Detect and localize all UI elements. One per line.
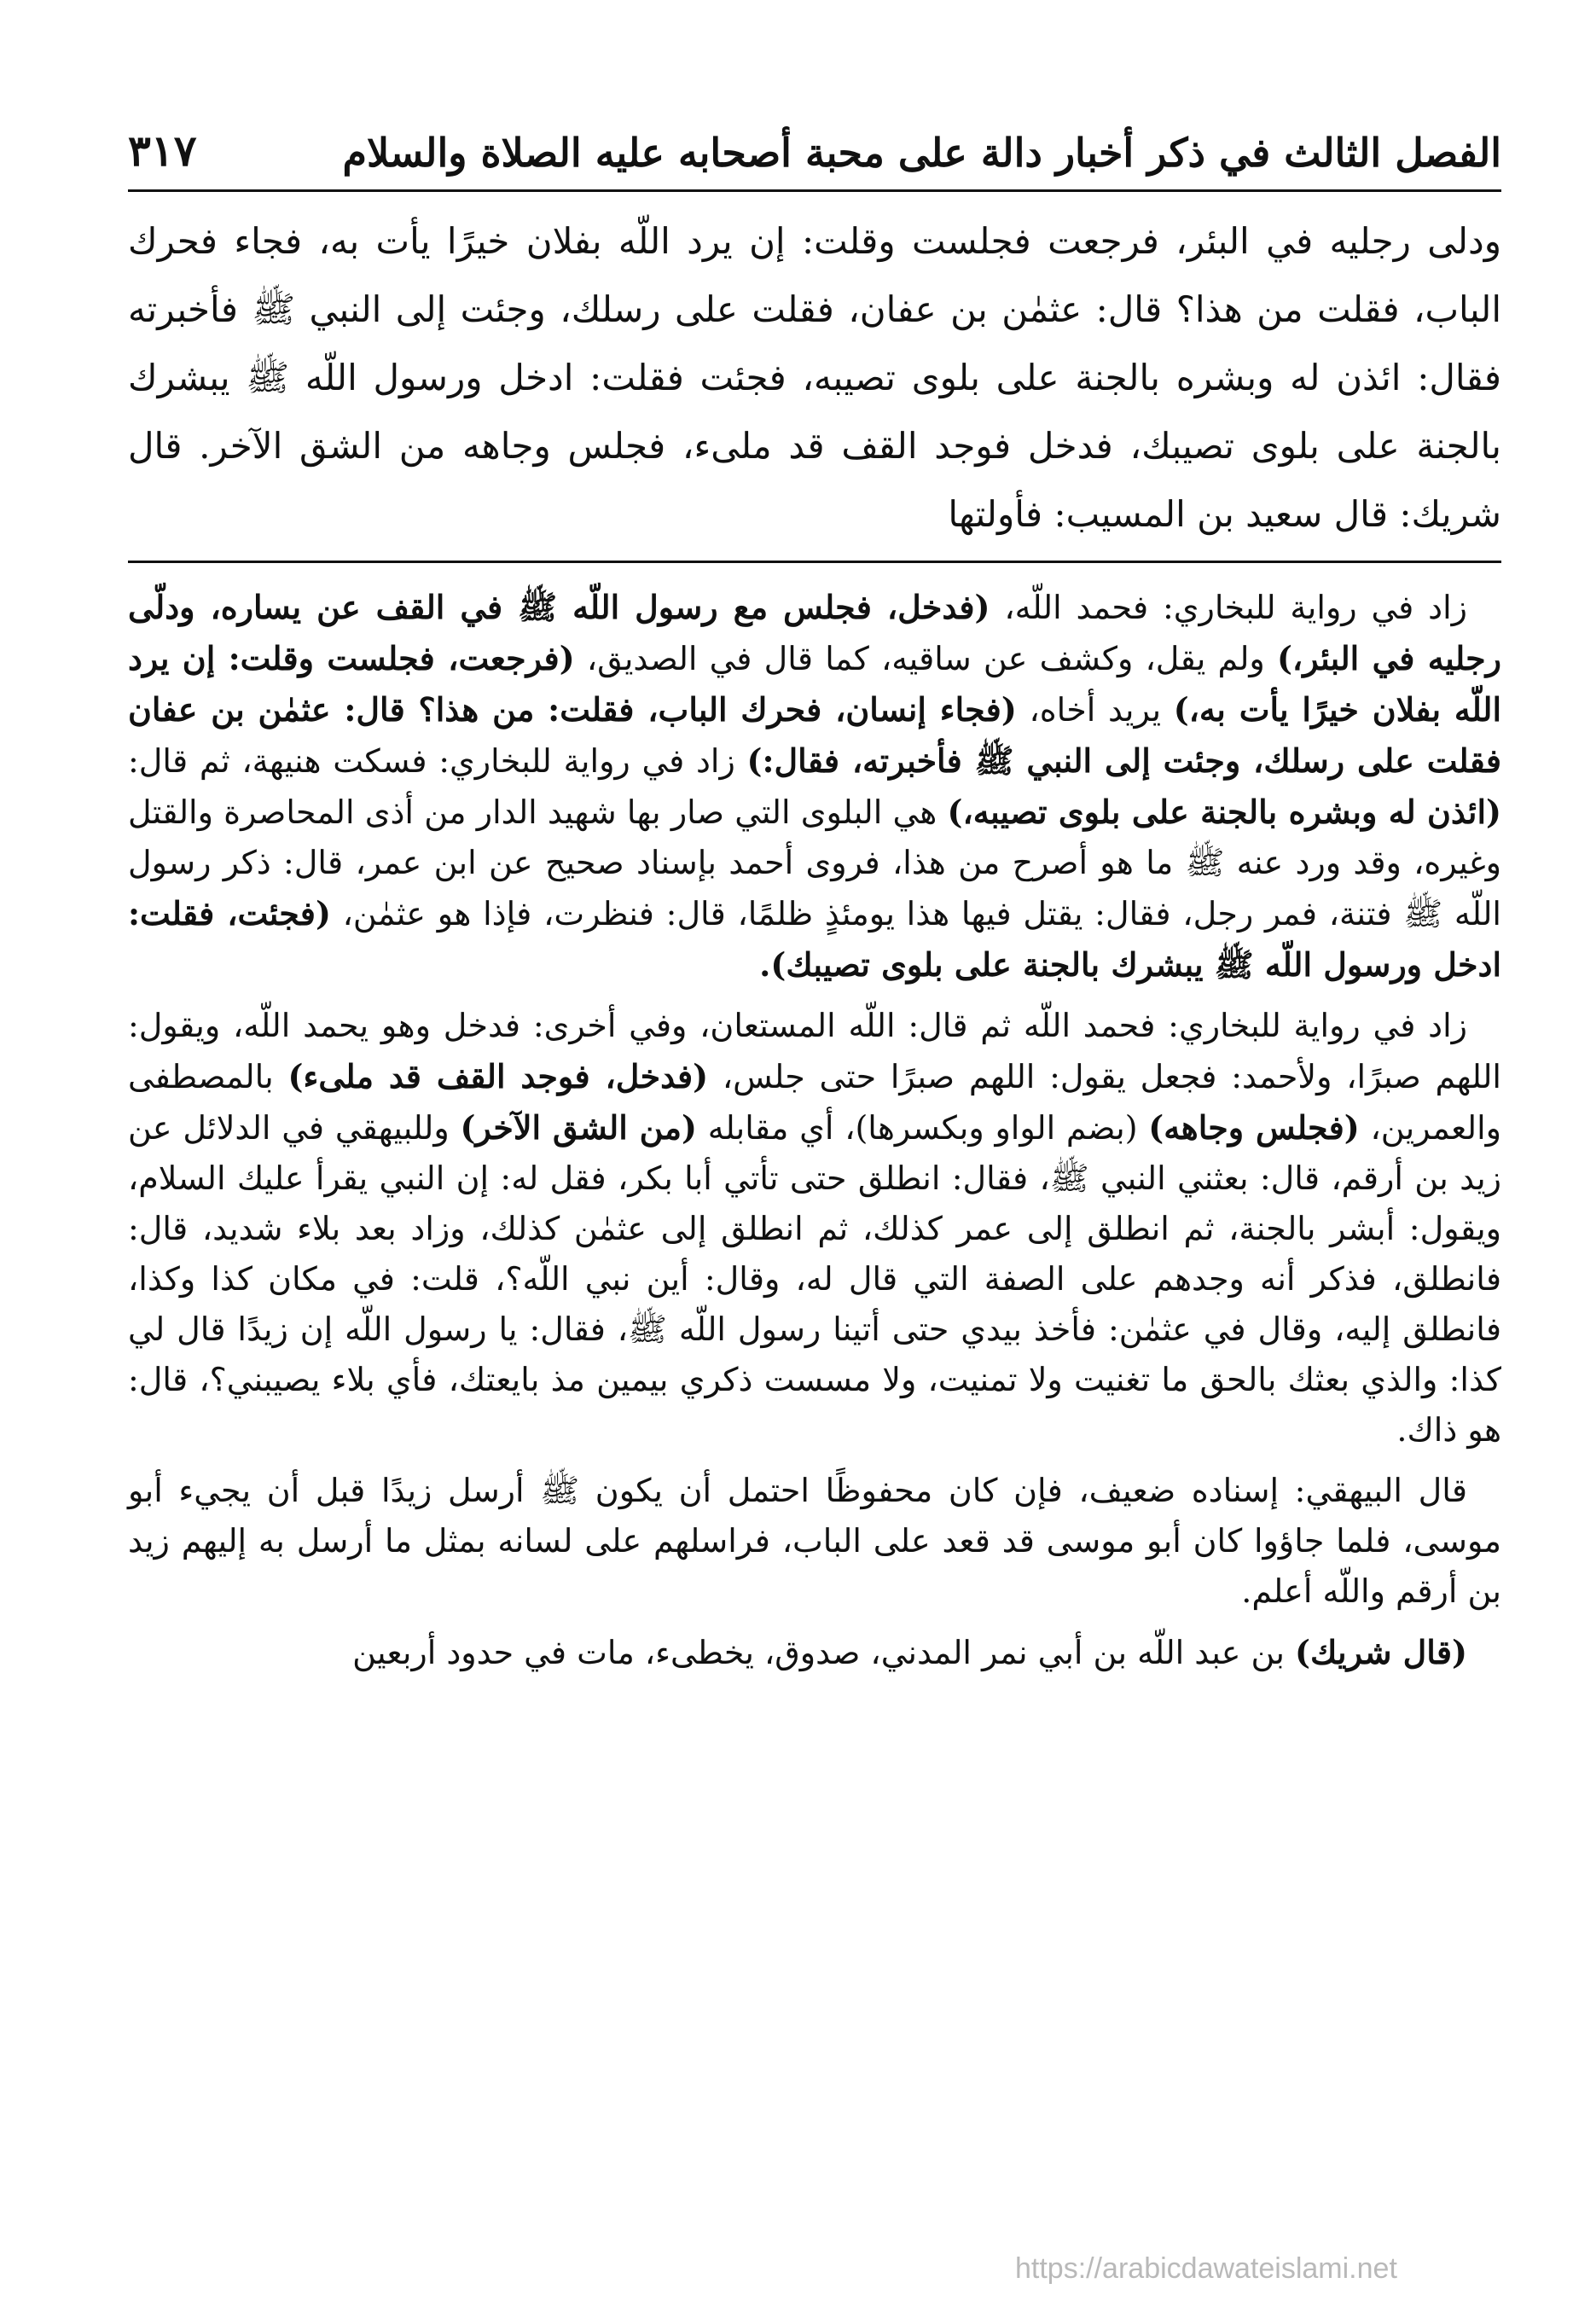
matn-quote: (قال شريك) <box>1295 1633 1467 1671</box>
commentary-text: زاد في رواية للبخاري: فحمد اللّه، <box>990 589 1467 626</box>
site-watermark: https://arabicdawateislami.net <box>1015 2252 1397 2285</box>
commentary-text: قال البيهقي: إسناده ضعيف، فإن كان محفوظًا احتمل أن يكون ﷺ أرسل زيدًا قبل أن يجيء أبو موسى، فلما جاؤوا كان أبو موسى قد قعد على الباب، فراسلهم على لسانه بمثل ما أرسل به إليهم زيد بن أرقم واللّه أعلم. <box>128 1472 1501 1610</box>
commentary-text: زاد في رواية للبخاري: فسكت هنيهة، ثم قال: <box>128 742 747 780</box>
commentary-paragraph-1 <box>128 582 1501 991</box>
chapter-title: الفصل الثالث في ذكر أخبار دالة على محبة أصحابه عليه الصلاة والسلام <box>342 130 1501 176</box>
commentary-text: هي البلوى التي صار بها شهيد الدار من أذى المحاصرة والقتل وغيره، وقد ورد عنه ﷺ ما هو أصرح من هذا، فروى أحمد بإسناد صحيح عن ابن عمر، قال: ذكر رسول اللّه ﷺ فتنة، فمر رجل، فقال: يقتل فيها هذا يومئذٍ ظلمًا، قال: فنظرت، فإذا هو عثمٰن، <box>128 793 1501 933</box>
commentary-divider <box>128 561 1501 563</box>
book-page <box>128 102 1501 2286</box>
matn-quote: (فجئت، فقلت: ادخل ورسول اللّه ﷺ يبشرك بالجنة على بلوى تصيبك). <box>128 894 1501 984</box>
commentary-text: وللبيهقي في الدلائل عن زيد بن أرقم، قال: بعثني النبي ﷺ، فقال: انطلق حتى تأتي أبا بكر، فقل له: إن النبي يقرأ عليك السلام، ويقول: أبشر بالجنة، ثم انطلق إلى عمر كذلك، ثم انطلق إلى عثمٰن كذلك، وزاد بعد بلاء شديد، قال: فانطلق، فذكر أنه وجدهم على الصفة التي قال له، وقال: أين نبي اللّه؟، قلت: في مكان كذا وكذا، فانطلق إليه، وقال في عثمٰن: فأخذ بيدي حتى أتينا رسول اللّه ﷺ، فقال: يا رسول اللّه إن زيدًا قال لي كذا: والذي بعثك بالحق ما تغنيت ولا تمنيت، ولا مسست ذكري بيمين مذ بايعتك، فأي بلاء يصيبني؟، قال: هو ذاك. <box>128 1109 1501 1449</box>
matn-quote: (فدخل، فوجد القف قد ملىء) <box>287 1057 709 1095</box>
commentary-paragraph-3 <box>128 1466 1501 1617</box>
matn-quote: (فدخل، فجلس مع رسول اللّه ﷺ في القف عن يساره، ودلّى رجليه في البئر،) <box>128 588 1501 677</box>
commentary-section <box>128 582 1501 1678</box>
matn-quote: (فجلس وجاهه) <box>1148 1108 1360 1147</box>
commentary-text: زاد في رواية للبخاري: فحمد اللّه ثم قال: اللّه المستعان، وفي أخرى: فدخل وهو يحمد اللّه، ويقول: اللهم صبرًا، ولأحمد: فجعل يقول: اللهم صبرًا حتى جلس، <box>128 1007 1501 1095</box>
hadith-text <box>128 207 1501 549</box>
page-number: ٣١٧ <box>128 125 197 176</box>
commentary-paragraph-2 <box>128 1001 1501 1455</box>
page-header <box>128 102 1501 184</box>
commentary-text: بن عبد اللّه بن أبي نمر المدني، صدوق، يخطىء، مات في حدود أربعين <box>352 1634 1296 1671</box>
commentary-text: (بضم الواو وبكسرها)، أي مقابله <box>696 1109 1149 1147</box>
commentary-paragraph-4 <box>128 1627 1501 1678</box>
header-divider <box>128 189 1501 192</box>
matn-quote: (فرجعت، فجلست وقلت: إن يرد اللّه بفلان خيرًا يأت به،) <box>128 639 1502 729</box>
matn-quote: (فجاء إنسان، فحرك الباب، فقلت: من هذا؟ قال: عثمٰن بن عفان فقلت على رسلك، وجئت إلى النبي ﷺ فأخبرته، فقال:) <box>128 690 1501 780</box>
hadith-paragraph: ودلى رجليه في البئر، فرجعت فجلست وقلت: إن يرد اللّه بفلان خيرًا يأت به، فجاء فحرك الباب، فقلت من هذا؟ قال: عثمٰن بن عفان، فقلت على رسلك، وجئت إلى النبي ﷺ فأخبرته فقال: ائذن له وبشره بالجنة على بلوى تصيبه، فجئت فقلت: ادخل ورسول اللّه ﷺ يبشرك بالجنة على بلوى تصيبك، فدخل فوجد القف قد ملىء، فجلس وجاهه من الشق الآخر. قال شريك: قال سعيد بن المسيب: فأولتها <box>128 220 1501 535</box>
matn-quote: (ائذن له وبشره بالجنة على بلوى تصيبه،) <box>947 793 1501 831</box>
matn-quote: (من الشق الآخر) <box>460 1108 697 1147</box>
commentary-text: يريد أخاه، <box>1016 691 1174 729</box>
commentary-text: ولم يقل، وكشف عن ساقيه، كما قال في الصديق، <box>574 640 1277 677</box>
commentary-text: بالمصطفى والعمرين، <box>128 1058 1502 1147</box>
